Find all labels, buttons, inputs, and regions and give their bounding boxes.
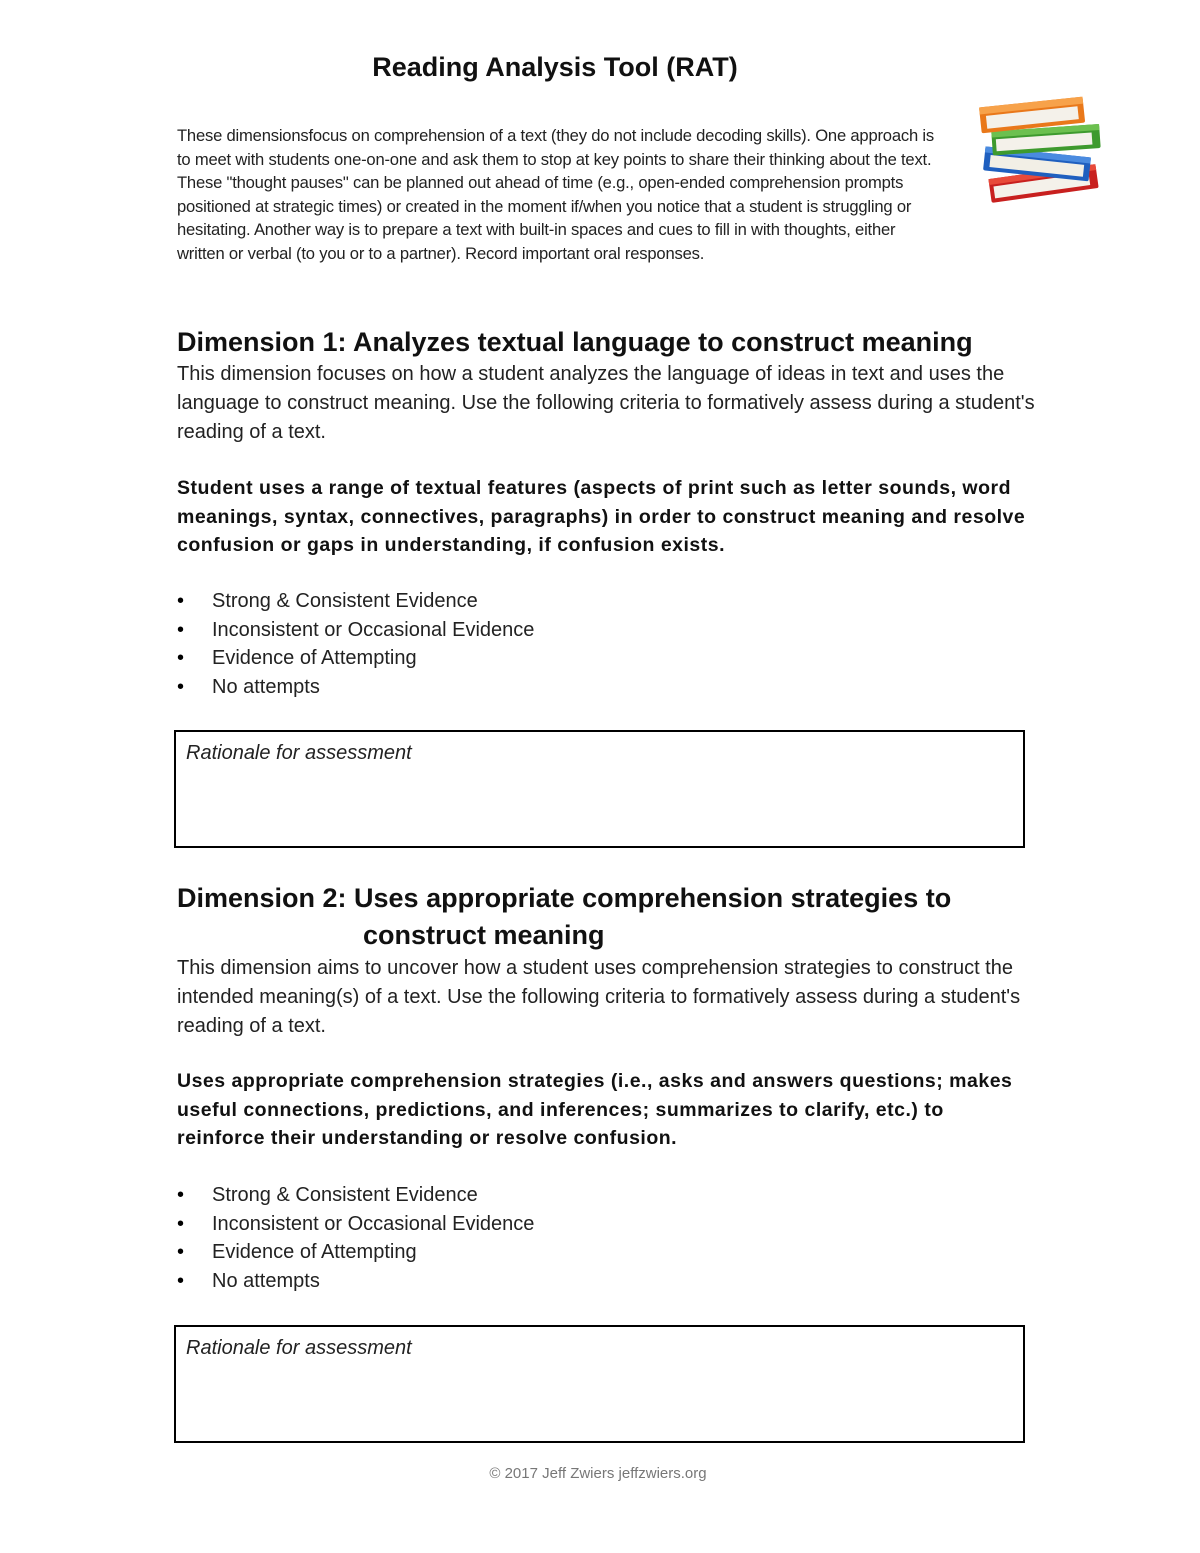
dimension-2-rationale-box[interactable] <box>174 1325 1025 1443</box>
rationale-label: Rationale for assessment <box>186 1337 412 1359</box>
rationale-label: Rationale for assessment <box>186 742 412 764</box>
dimension-2-heading <box>177 880 1057 954</box>
dimension-2-heading-line1: Dimension 2: Uses appropriate comprehension strategies to <box>177 883 952 913</box>
dimension-2-criteria: Uses appropriate comprehension strategies (i.e., asks and answers questions; makes useful connections, predictions, and inferences; summarizes to clarify, etc.) to reinforce their understanding or resolve confusion. <box>177 1070 1013 1149</box>
dimension-1-heading <box>177 324 1057 361</box>
dimension-2-description: This dimension aims to uncover how a student uses comprehension strategies to construct the intended meaning(s) of a text. Use the following criteria to formatively assess during a student's reading of a text. <box>177 957 1021 1037</box>
dimension-1-levels <box>177 587 534 702</box>
level-option: • Evidence of Attempting <box>177 1238 534 1267</box>
page-title: Reading Analysis Tool (RAT) <box>372 52 738 82</box>
dimension-2-heading-line2: construct meaning <box>363 920 605 950</box>
stack-of-books-icon <box>972 92 1108 216</box>
dimension-2-levels <box>177 1181 534 1296</box>
dimension-1-criteria: Student uses a range of textual features (aspects of print such as letter sounds, word meanings, syntax, connectives, paragraphs) in order to construct meaning and resolve confusion or gaps in understanding, if confusion exists. <box>177 477 1026 556</box>
level-option: • Evidence of Attempting <box>177 644 534 673</box>
dimension-1-heading-text: Dimension 1: Analyzes textual language to construct meaning <box>177 327 973 357</box>
level-option: • Strong & Consistent Evidence <box>177 587 534 616</box>
dimension-1-rationale-box[interactable] <box>174 730 1025 848</box>
level-option: • No attempts <box>177 673 534 702</box>
intro-paragraph: These dimensionsfocus on comprehension of a text (they do not include decoding skills). One approach is to meet with students one-on-one and ask them to stop at key points to share their thinking about the text. These "thought pauses" can be planned out ahead of time (e.g., open-ended comprehension prompts positioned at strategic times) or created in the moment if/when you notice that a student is struggling or hesitating. Another way is to prepare a text with built-in spaces and cues to fill in with thoughts, either written or verbal (to you or to a partner). Record important oral responses. <box>177 126 934 263</box>
dimension-1-description: This dimension focuses on how a student analyzes the language of ideas in text and uses the language to construct meaning. Use the following criteria to formatively assess during a student's reading of a text. <box>177 363 1035 443</box>
level-option: • Inconsistent or Occasional Evidence <box>177 616 534 645</box>
level-option: • Strong & Consistent Evidence <box>177 1181 534 1210</box>
level-option: • Inconsistent or Occasional Evidence <box>177 1210 534 1239</box>
footer-copyright: © 2017 Jeff Zwiers jeffzwiers.org <box>489 1465 707 1482</box>
level-option: • No attempts <box>177 1267 534 1296</box>
